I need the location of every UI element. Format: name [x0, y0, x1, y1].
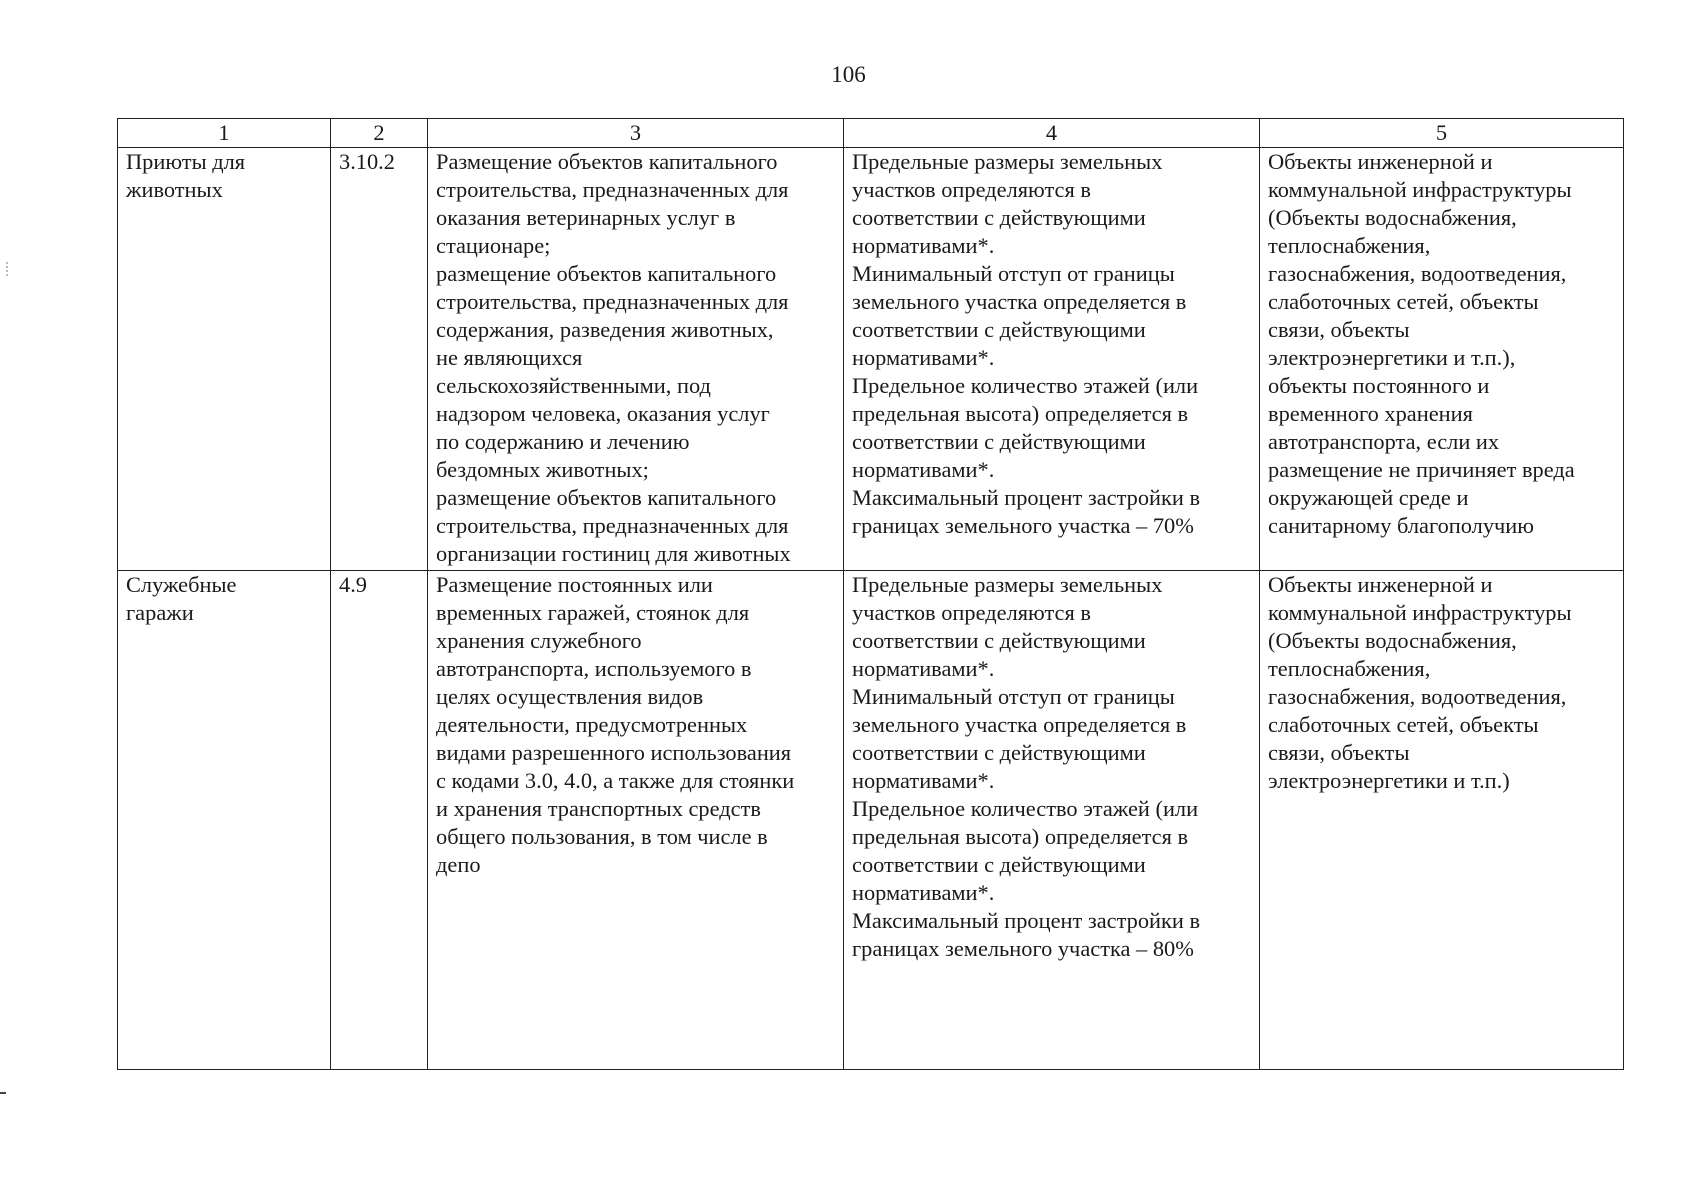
cell-text-line: Размещение объектов капитального: [436, 149, 778, 174]
cell-text-line: автотранспорта, если их: [1268, 429, 1500, 454]
cell-text-line: нормативами*.: [852, 345, 995, 370]
cell-text-line: земельного участка определяется в: [852, 712, 1187, 737]
table-header-row: [118, 119, 1624, 148]
cell-text-line: (Объекты водоснабжения,: [1268, 205, 1517, 230]
column-header-2: 2: [331, 119, 428, 148]
cell-text-line: теплоснабжения,: [1268, 656, 1431, 681]
cell-text-line: соответствии с действующими: [852, 740, 1146, 765]
cell-text-line: нормативами*.: [852, 880, 995, 905]
cell-text-line: Служебные: [126, 572, 237, 597]
cell-text-line: Минимальный отступ от границы: [852, 684, 1175, 709]
cell-text-line: деятельности, предусмотренных: [436, 712, 748, 737]
column-header-3: 3: [428, 119, 844, 148]
cell-text-line: организации гостиниц для животных: [436, 541, 791, 566]
cell-text-line: надзором человека, оказания услуг: [436, 401, 770, 426]
cell-text-line: границах земельного участка – 70%: [852, 513, 1194, 538]
use-code-cell: [331, 571, 428, 1070]
cell-text-line: строительства, предназначенных для: [436, 513, 789, 538]
cell-text-line: размещение объектов капитального: [436, 261, 777, 286]
cell-text-line: санитарному благополучию: [1268, 513, 1535, 538]
cell-text-line: окружающей среде и: [1268, 485, 1469, 510]
cell-text-line: размещение объектов капитального: [436, 485, 777, 510]
cell-text-line: соответствии с действующими: [852, 852, 1146, 877]
cell-text-line: стационаре;: [436, 233, 551, 258]
cell-text-line: общего пользования, в том числе в: [436, 824, 768, 849]
cell-text-line: участков определяются в: [852, 600, 1091, 625]
cell-text-line: предельная высота) определяется в: [852, 824, 1189, 849]
cell-text-line: временного хранения: [1268, 401, 1473, 426]
auxiliary-uses-cell: [1260, 148, 1624, 571]
cell-text-line: соответствии с действующими: [852, 429, 1146, 454]
cell-text-line: нормативами*.: [852, 233, 995, 258]
cell-text-line: предельная высота) определяется в: [852, 401, 1189, 426]
cell-text-line: связи, объекты: [1268, 317, 1410, 342]
cell-text-line: временных гаражей, стоянок для: [436, 600, 750, 625]
parameters-cell: [844, 148, 1260, 571]
cell-text-line: Предельное количество этажей (или: [852, 796, 1199, 821]
cell-text-line: видами разрешенного использования: [436, 740, 792, 765]
cell-text-line: соответствии с действующими: [852, 317, 1146, 342]
cell-text-line: теплоснабжения,: [1268, 233, 1431, 258]
cell-text-line: (Объекты водоснабжения,: [1268, 628, 1517, 653]
cell-text-line: не являющихся: [436, 345, 583, 370]
cell-text-line: объекты постоянного и: [1268, 373, 1490, 398]
cell-text-line: газоснабжения, водоотведения,: [1268, 261, 1567, 286]
cell-text-line: участков определяются в: [852, 177, 1091, 202]
scan-artifact: [0, 1092, 6, 1094]
cell-text-line: Объекты инженерной и: [1268, 572, 1493, 597]
cell-text-line: электроэнергетики и т.п.),: [1268, 345, 1516, 370]
cell-text-line: Размещение постоянных или: [436, 572, 713, 597]
cell-text-line: нормативами*.: [852, 768, 995, 793]
cell-text-line: по содержанию и лечению: [436, 429, 690, 454]
use-name-cell: [118, 148, 331, 571]
cell-text-line: коммунальной инфраструктуры: [1268, 600, 1572, 625]
cell-text-line: коммунальной инфраструктуры: [1268, 177, 1572, 202]
cell-text-line: целях осуществления видов: [436, 684, 704, 709]
column-header-1: 1: [118, 119, 331, 148]
cell-text-line: нормативами*.: [852, 457, 995, 482]
cell-text-line: Минимальный отступ от границы: [852, 261, 1175, 286]
table-row: [118, 571, 1624, 1070]
cell-text-line: размещение не причиняет вреда: [1268, 457, 1575, 482]
cell-text-line: Предельное количество этажей (или: [852, 373, 1199, 398]
cell-text-line: Предельные размеры земельных: [852, 149, 1163, 174]
table-row: [118, 148, 1624, 571]
use-name-cell: [118, 571, 331, 1070]
cell-text-line: соответствии с действующими: [852, 205, 1146, 230]
cell-text-line: хранения служебного: [436, 628, 642, 653]
cell-text-line: строительства, предназначенных для: [436, 177, 789, 202]
cell-text-line: оказания ветеринарных услуг в: [436, 205, 736, 230]
use-description-cell: [428, 148, 844, 571]
auxiliary-uses-cell: [1260, 571, 1624, 1070]
cell-text-line: границах земельного участка – 80%: [852, 936, 1194, 961]
cell-text-line: Максимальный процент застройки в: [852, 485, 1201, 510]
use-code-cell: [331, 148, 428, 571]
cell-text-line: газоснабжения, водоотведения,: [1268, 684, 1567, 709]
cell-text-line: строительства, предназначенных для: [436, 289, 789, 314]
cell-text-line: Объекты инженерной и: [1268, 149, 1493, 174]
cell-text-line: связи, объекты: [1268, 740, 1410, 765]
cell-text-line: Максимальный процент застройки в: [852, 908, 1201, 933]
cell-text-line: сельскохозяйственными, под: [436, 373, 711, 398]
parameters-cell: [844, 571, 1260, 1070]
cell-text-line: животных: [126, 177, 223, 202]
cell-text-line: электроэнергетики и т.п.): [1268, 768, 1510, 793]
use-description-cell: [428, 571, 844, 1070]
cell-text-line: Предельные размеры земельных: [852, 572, 1163, 597]
regulations-table: [117, 118, 1624, 1070]
column-header-5: 5: [1260, 119, 1624, 148]
cell-text-line: бездомных животных;: [436, 457, 649, 482]
column-header-4: 4: [844, 119, 1260, 148]
scan-artifact: [6, 262, 10, 276]
use-code: 3.10.2: [339, 149, 395, 174]
cell-text-line: с кодами 3.0, 4.0, а также для стоянки: [436, 768, 795, 793]
cell-text-line: и хранения транспортных средств: [436, 796, 761, 821]
cell-text-line: слаботочных сетей, объекты: [1268, 712, 1539, 737]
cell-text-line: Приюты для: [126, 149, 246, 174]
use-code: 4.9: [339, 572, 367, 597]
cell-text-line: автотранспорта, используемого в: [436, 656, 752, 681]
cell-text-line: соответствии с действующими: [852, 628, 1146, 653]
cell-text-line: земельного участка определяется в: [852, 289, 1187, 314]
cell-text-line: содержания, разведения животных,: [436, 317, 774, 342]
cell-text-line: нормативами*.: [852, 656, 995, 681]
cell-text-line: гаражи: [126, 600, 194, 625]
cell-text-line: слаботочных сетей, объекты: [1268, 289, 1539, 314]
cell-text-line: депо: [436, 852, 481, 877]
page-number: 106: [831, 62, 866, 87]
